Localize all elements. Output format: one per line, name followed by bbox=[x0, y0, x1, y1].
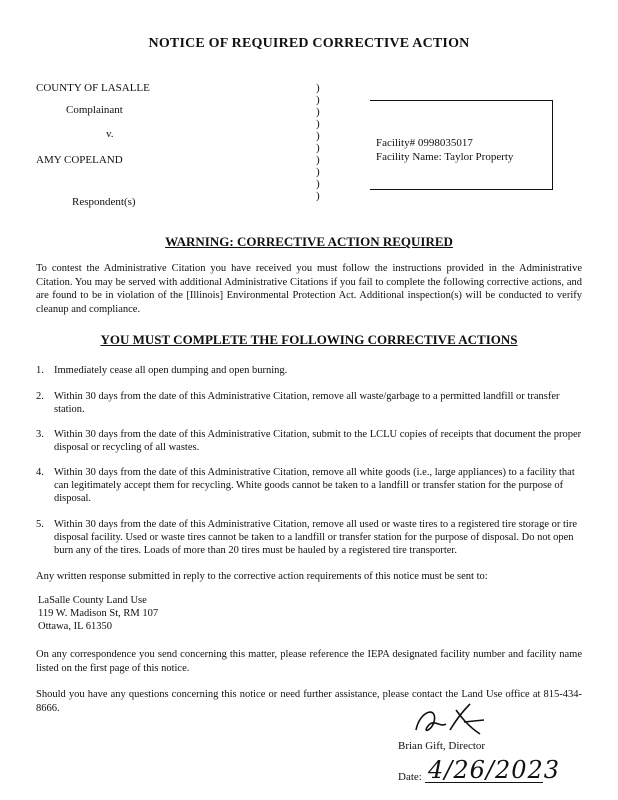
warning-text: To contest the Administrative Citation you have received you must follow the instructions provided in the Administrative Citation. You may be served with additional Administrative Citations if you fail to complete the following corrective actions, and are found to be in violation of the [Illinois] Environmental Protection Act. Additional inspection(s) will be conducted to verify cleanup and compliance. bbox=[36, 263, 582, 315]
caption-paren: ) bbox=[316, 166, 320, 178]
caption-paren: ) bbox=[316, 178, 320, 190]
action-item bbox=[36, 466, 584, 508]
caption-paren: ) bbox=[316, 118, 320, 130]
caption-paren: ) bbox=[316, 94, 320, 106]
action-item bbox=[36, 428, 584, 456]
signer-name: Brian Gift, Director bbox=[398, 740, 486, 752]
action-number: 2. bbox=[36, 391, 44, 402]
versus-label: v. bbox=[106, 128, 114, 140]
caption-paren: ) bbox=[316, 190, 320, 202]
action-item bbox=[36, 390, 584, 418]
respondent-label: Respondent(s) bbox=[72, 196, 136, 208]
caption-paren: ) bbox=[316, 106, 320, 118]
signature-graphic bbox=[410, 700, 490, 742]
actions-heading: YOU MUST COMPLETE THE FOLLOWING CORRECTIVE ACTIONS bbox=[100, 332, 518, 347]
address-line: 119 W. Madison St, RM 107 bbox=[38, 608, 159, 619]
action-text: Within 30 days from the date of this Administrative Citation, submit to the LCLU copies of receipts that document the proper disposal or recycling of all wastes. bbox=[54, 429, 582, 453]
facility-name: Facility Name: Taylor Property bbox=[376, 151, 514, 163]
action-number: 3. bbox=[36, 429, 44, 440]
complainant-label: Complainant bbox=[66, 104, 123, 116]
action-item bbox=[36, 364, 584, 378]
document-title: NOTICE OF REQUIRED CORRECTIVE ACTION bbox=[148, 36, 470, 51]
action-text: Within 30 days from the date of this Administrative Citation, remove all used or waste tires to a registered tire storage or tire disposal facility. Used or waste tires cannot be taken to a landfill or transfer station for the purpose of disposal. Do not open burn any of the tires. Loads of more than 20 tires must be hauled by a registered tire transporter. bbox=[54, 519, 577, 556]
caption-paren: ) bbox=[316, 82, 320, 94]
action-number: 1. bbox=[36, 365, 44, 376]
correspondence-note: On any correspondence you send concerning this matter, please reference the IEPA designated facility number and facility name listed on the first page of this notice. bbox=[36, 649, 582, 674]
questions-note: Should you have any questions concerning this notice or need further assistance, please contact the Land Use office at 815-434-8666. bbox=[36, 689, 582, 714]
county-name: COUNTY OF LASALLE bbox=[36, 82, 150, 94]
caption-paren: ) bbox=[316, 154, 320, 166]
respondent-name: AMY COPELAND bbox=[36, 154, 123, 166]
action-item bbox=[36, 518, 584, 560]
facility-box bbox=[370, 100, 553, 190]
date-value: 4/26/2023 bbox=[428, 756, 561, 784]
action-text: Within 30 days from the date of this Administrative Citation, remove all white goods (i.e., large appliances) to a facility that can legitimately accept them for recycling. White goods cannot be taken to a landfill or transfer station for the purpose of disposal. bbox=[54, 467, 575, 504]
date-label: Date: bbox=[398, 771, 422, 783]
address-line: LaSalle County Land Use bbox=[38, 595, 147, 606]
caption-paren: ) bbox=[316, 130, 320, 142]
action-number: 5. bbox=[36, 519, 44, 530]
caption-paren: ) bbox=[316, 142, 320, 154]
warning-heading: WARNING: CORRECTIVE ACTION REQUIRED bbox=[165, 234, 453, 249]
facility-number: Facility# 0998035017 bbox=[376, 137, 473, 149]
address-line: Ottawa, IL 61350 bbox=[38, 621, 112, 632]
action-text: Within 30 days from the date of this Administrative Citation, remove all waste/garbage to a permitted landfill or transfer station. bbox=[54, 391, 560, 415]
action-number: 4. bbox=[36, 467, 44, 478]
response-instruction: Any written response submitted in reply to the corrective action requirements of this notice must be sent to: bbox=[36, 571, 488, 582]
date-underline bbox=[425, 782, 543, 783]
action-text: Immediately cease all open dumping and open burning. bbox=[54, 365, 288, 376]
